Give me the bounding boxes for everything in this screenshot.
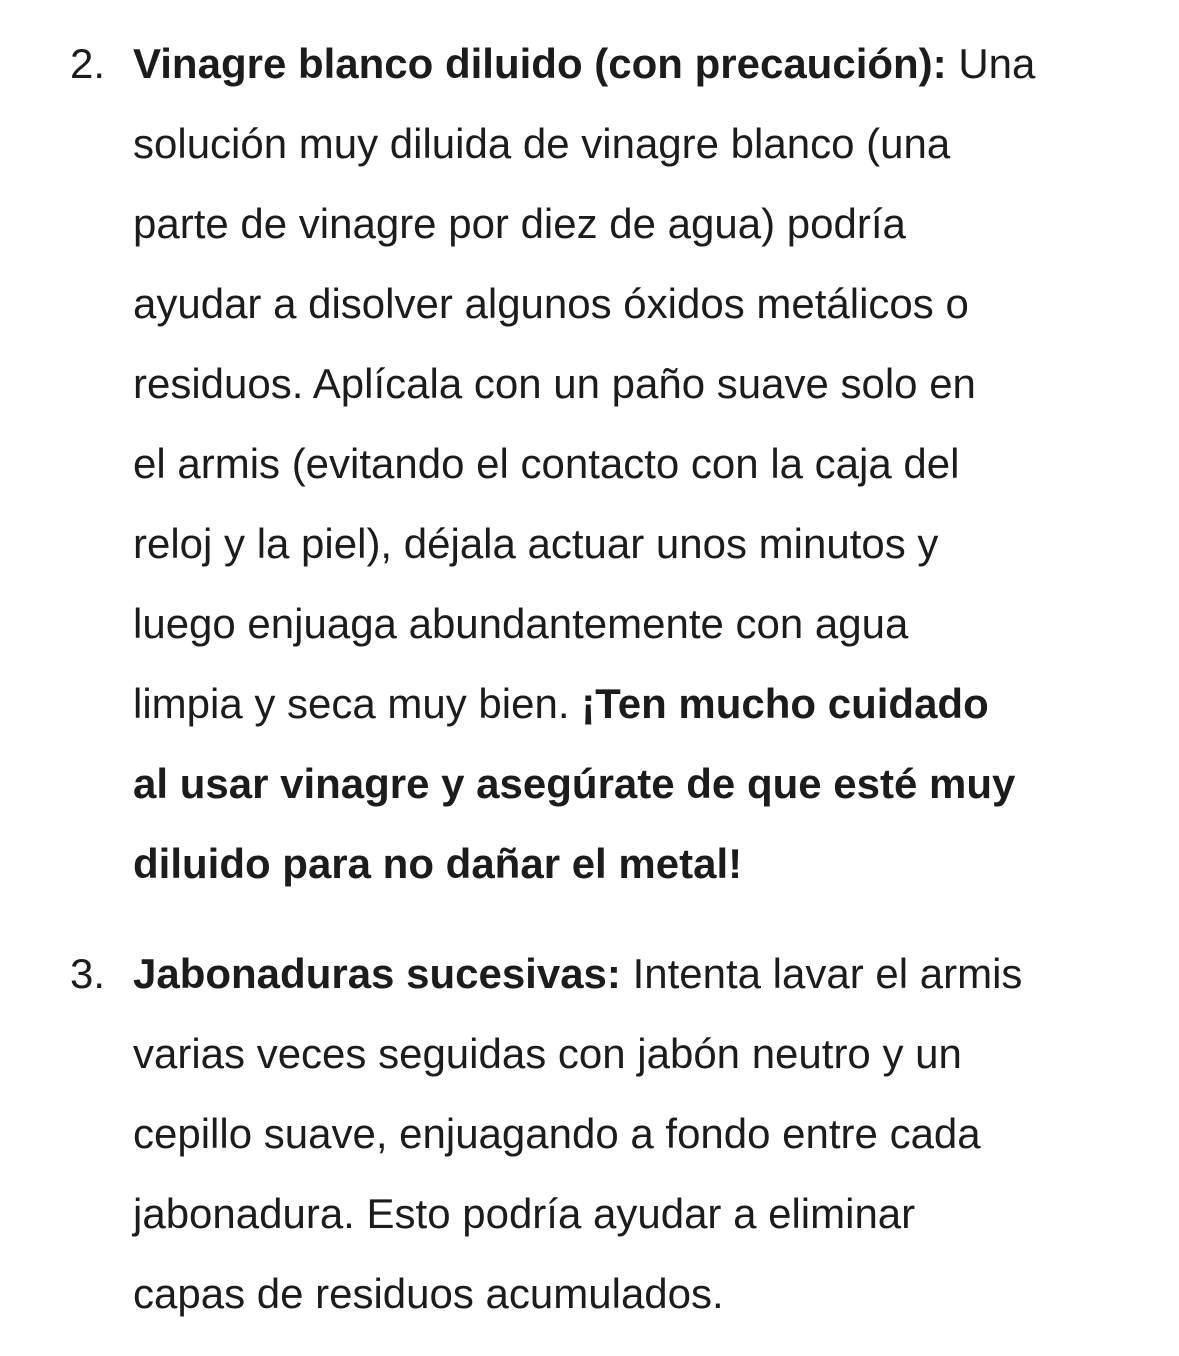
text-line — [133, 824, 1143, 904]
item-heading: Jabonaduras sucesivas: — [133, 950, 621, 997]
text-line: reloj y la piel), déjala actuar unos minutos y — [133, 520, 939, 567]
text-line: solución muy diluida de vinagre blanco (una — [133, 120, 951, 167]
text-line: parte de vinagre por diez de agua) podría — [133, 200, 906, 247]
list-number: 2. — [70, 40, 106, 87]
text-line: varias veces seguidas con jabón neutro y un — [133, 1030, 962, 1077]
text-line: luego enjuaga abundantemente con agua — [133, 600, 909, 647]
text-line: jabonadura. Esto podría ayudar a eliminar — [133, 1190, 916, 1237]
text-line: limpia y seca muy bien. ¡Ten mucho cuidado — [133, 680, 989, 727]
item-heading: Vinagre blanco diluido (con precaución): — [133, 40, 947, 87]
text-line: Jabonaduras sucesivas: Intenta lavar el armis — [133, 950, 1023, 997]
list-item-text — [133, 934, 1143, 1334]
warning-text: diluido para no dañar el metal! — [133, 840, 743, 887]
warning-text: al usar vinagre y asegúrate de que esté muy — [133, 760, 1016, 807]
text-line: residuos. Aplícala con un paño suave solo en — [133, 360, 976, 407]
text-line: capas de residuos acumulados. — [133, 1270, 724, 1317]
list-number: 3. — [70, 950, 106, 997]
list-item-text — [133, 24, 1143, 904]
warning-text: ¡Ten mucho cuidado — [581, 680, 989, 727]
text-line: el armis (evitando el contacto con la caja del — [133, 440, 960, 487]
text-line: ayudar a disolver algunos óxidos metálicos o — [133, 280, 969, 327]
text-line: Vinagre blanco diluido (con precaución): Una — [133, 40, 1036, 87]
text-line — [133, 744, 1143, 824]
text-line: cepillo suave, enjuagando a fondo entre cada — [133, 1110, 981, 1157]
